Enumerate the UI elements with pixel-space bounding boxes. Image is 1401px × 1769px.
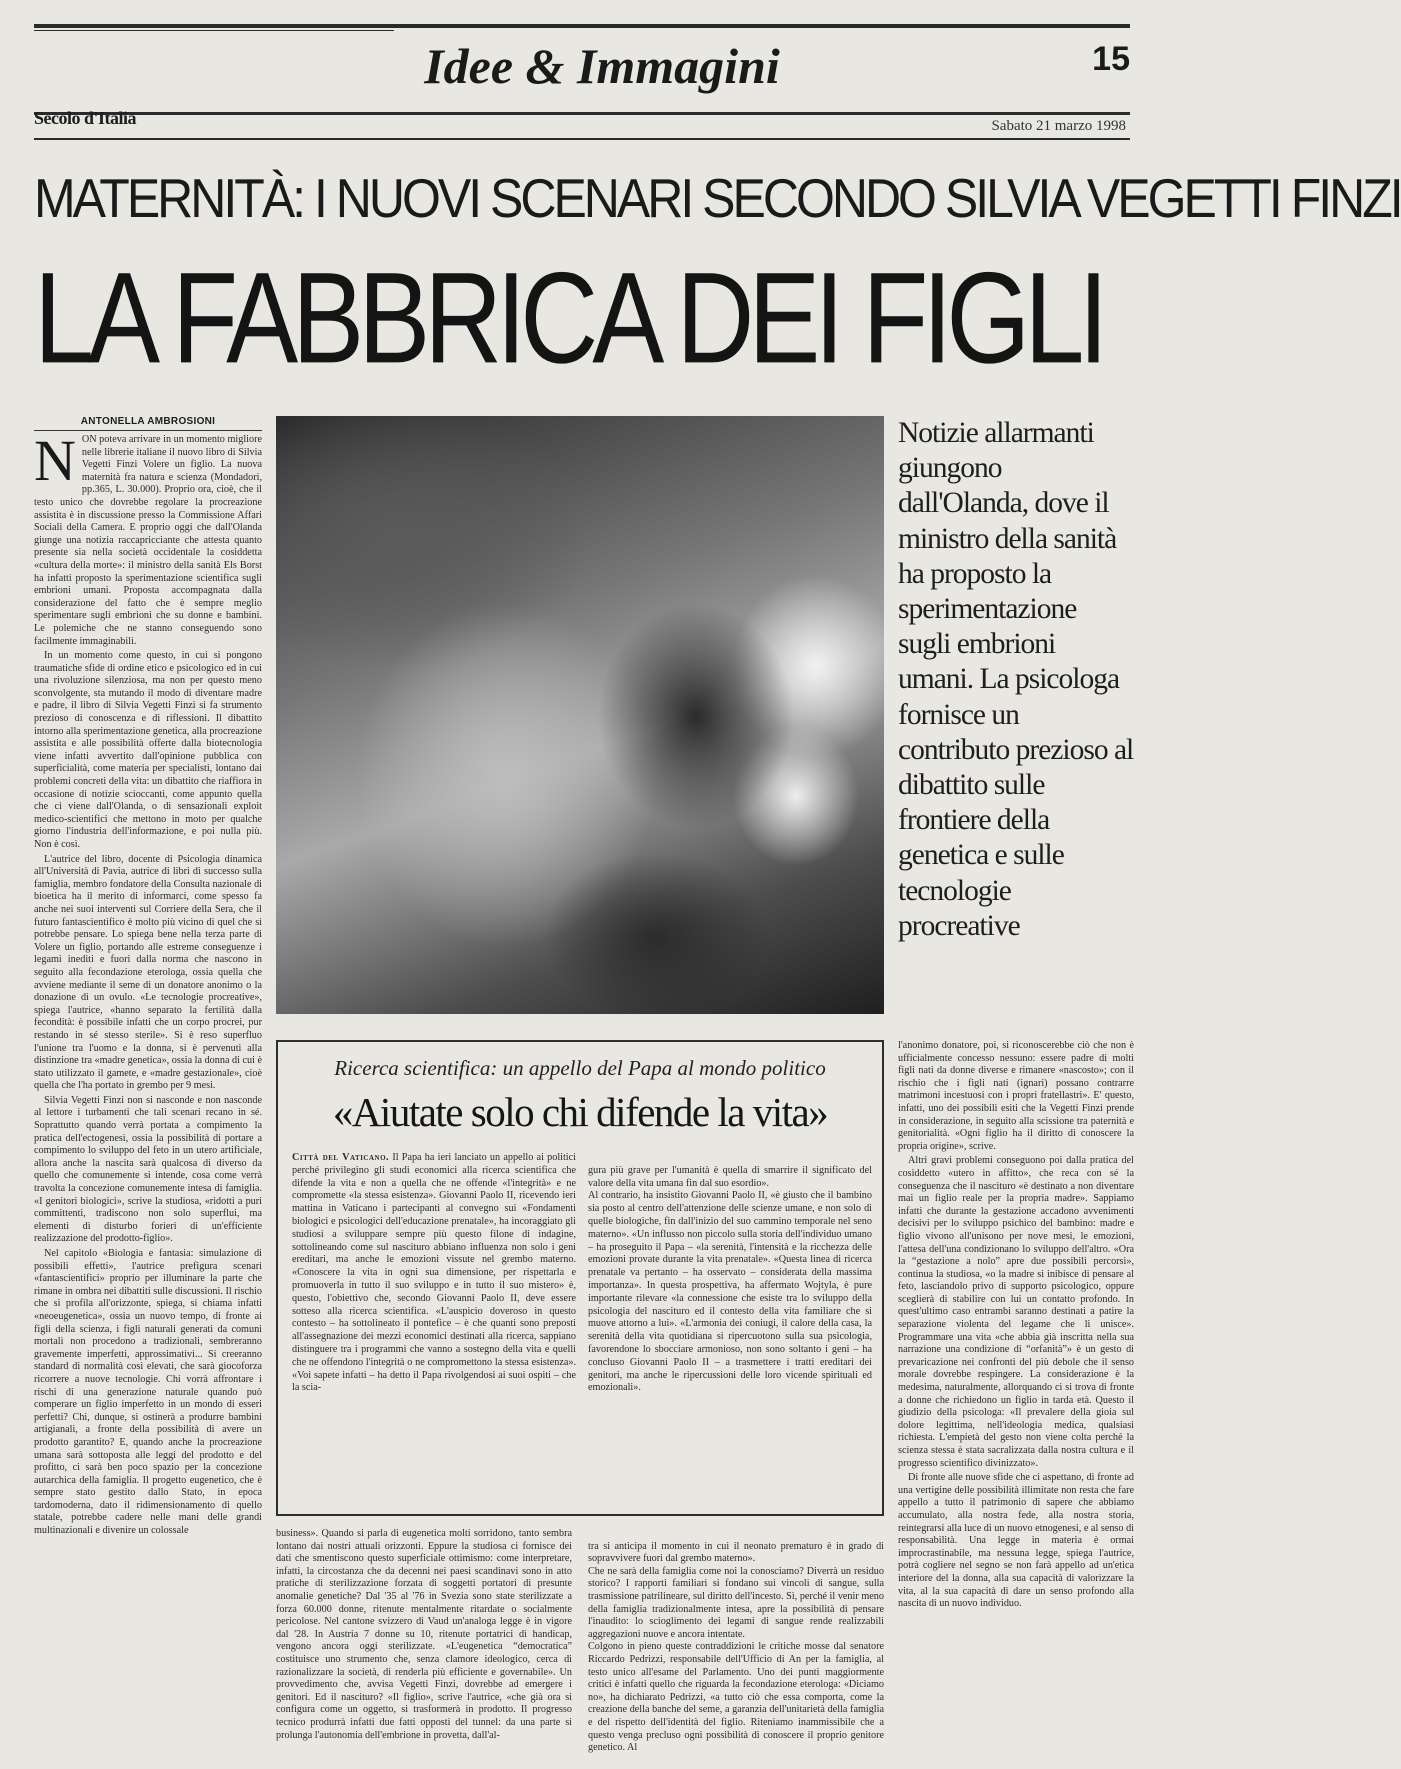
article-column-right [898,1040,1134,1750]
box-kicker: Ricerca scientifica: un appello del Papa al mondo politico [334,1056,826,1080]
box-column-1: Città del Vaticano. Il Papa ha ieri lanciato un appello ai politici perché privilegino gli studi economici alla ricerca scientifica che difende la vita e non a quella che ne offende «l'integrità» e ne compromette «la stessa esistenza». Giovanni Paolo II, ricevendo ieri mattina in Vaticano i partecipanti al convegno sui «Fondamenti biologici e psicologici dell'educazione prenatale», ha incoraggiato gli studiosi a sviluppare sempre più questo filone di indagine, sottolineando come sul nascituro abbiano influenza non solo i geni ereditari, ma anche le emozioni vissute nel grembo materno. «Conoscere la vita in ogni sua dimensione, per rispettarla e promuoverla in tutto il suo sviluppo e in tutto il suo mistero» è, questo, l'obiettivo che, secondo Giovanni Paolo II, deve essere sotteso alla ricerca scientifica. «L'auspicio doveroso in questo contesto – ha sottolineato il pontefice – è che quanti sono preposti all'assegnazione dei mezzi economici destinati alla ricerca, sappiano distinguere tra i programmi che vanno a sostegno della vita e quelli che ne offendono l'integrità o ne compromettono la stessa esistenza». «Voi sapete infatti – ha detto il Papa rivolgendosi ai suoi ospiti – che la scia- [292,1152,576,1394]
article-column-bottom-1: business». Quando si parla di eugenetica molti sorridono, tanto sembra lontano dai nostri attuali orizzonti. Eppure la studiosa ci fornisce dei dati che smentiscono questo superficiale ottimismo: come interpretare, infatti, la circostanza che da decenni nei paesi scandinavi sono in atto pratiche di sterilizzazione forzata di soggetti portatori di presunte anomalie genetiche? Dal '35 al '76 in Svezia sono state sterilizzate a forza 60.000 donne, ritenute mentalmente ritardate o socialmente pericolose. Nel cantone svizzero di Vaud un'analoga legge è in vigore dal '28. In Austria 7 donne su 10, ritenute portatrici di handicap, vengono ancora oggi sterilizzate. «L'eugenetica “democratica” costituisce uno strumento che, senza clamore ideologico, cerca di razionalizzare la società, di renderla più efficiente e governabile». Un provvedimento che, avvisa Vegetti Finzi, dovrebbe ad emergere i genitori. Ed il nascituro? «Il figlio», scrive l'autrice, «che già ora si configura come un oggetto, si trasformerà in prodotto. Il progresso tecnico produrrà infatti due fatti opposti del tunnel: da una parte si prolunga l'autonomia dell'embrione in provetta, dall'al- [276,1528,572,1741]
article-photo-mother-child [276,416,884,1014]
headline-kicker: MATERNITÀ: I NUOVI SCENARI SECONDO SILVIA VEGETTI FINZI [34,167,1401,230]
box-dateline: Città del Vaticano. [292,1152,390,1163]
article-byline: ANTONELLA AMBROSIONI [34,416,262,431]
masthead-rule-upper [34,30,394,31]
newspaper-name: Secolo d'Italia [34,108,137,128]
article-paragraph: L'autrice del libro, docente di Psicologia dinamica all'Università di Pavia, autrice di libri di successo sulla famiglia, membro fondatore della Consulta nazionale di bioetica ha il merito di informarci, come spesso fa anche nei suoi interventi sul Corriere della Sera, che il futuro fantascientifico è molto più vicino di quel che si potrebbe pensare. Lo spiega bene nella terza parte di Volere un figlio, portando alle estreme conseguenze i legami inediti e fuori dalla norma che nascono in seguito alla fecondazione eterologa, ossia quella che avviene mediante il seme di un donatore anonimo o la donazione di un ovulo. «Le tecnologie procreative», spiega l'autrice, «hanno separato la fertilità dalla fecondità: è possibile infatti che un corpo procrei, pur restando in sé stesso sterile». Si è reso superfluo l'unione tra l'uomo e la donna, si è pervenuti alla distinzione tra «madre genetica», ossia la donna di cui è stato utilizzato il gamete, e «madre gestazionale», cioè quella che l'ha portato in grembo per 9 mesi. [34,853,263,1092]
article-paragraph: In un momento come questo, in cui si pongono traumatiche sfide di ordine etico e psicologico ed in cui una rivoluzione silenziosa, ma non per questo meno sconvolgente, sta mutando il modo di diventare madre e padre, il libro di Silvia Vegetti Finzi si fa strumento prezioso di conoscenza e di riflessioni. Il dibattito intorno alla sperimentazione genetica, alla procreazione assistita e alle possibilità offerte dalla biotecnologia viene infatti avvertito dall'opinione pubblica con superficialità, come materia per specialisti, lontano dai problemi concreti della vita: un dibattito che riaffiora in occasione di notizie scioccanti, come appunto quella che ci viene dall'Olanda, o di sensazionali exploit medico-scientifici che mettono in moto per qualche giorno l'industria dell'informazione, e poi nulla più. Non è così. [34,650,262,850]
box-column-2: gura più grave per l'umanità è quella di smarrire il significato del valore della vita umana fin dal suo esordio». Al contrario, ha insistito Giovanni Paolo II, «è giusto che il bambino sia posto al centro dell'attenzione delle scienze umane, e non solo di quelle biologiche, fin dall'inizio del suo cammino temporale nel seno materno». «Un influsso non piccolo sulla storia dell'individuo umano – ha proseguito il Papa – «la serenità, l'intensità e la ricchezza delle emozioni provate durante la vita prenatale». «Questa linea di ricerca prenatale va pertanto – ha osservato – considerata della massima importanza». In questa prospettiva, ha affermato Wojtyla, è pure importante rilevare «la connessione che esiste tra lo sviluppo della psicologia del nascituro ed il contesto della vita familiare che si muove attorno a lui». «L'armonia dei coniugi, il calore della casa, la serenità della vita quotidiana si ripercuotono sulla sua psicologia, favorendone lo sbocciare armonioso, non sono soltanto i geni – ha concluso Giovanni Paolo II – a trasmettere i tratti ereditari dei genitori, ma anche le ripercussioni delle loro vicende spirituali ed emozionali». [588,1164,872,1394]
drop-cap: N [34,428,76,493]
article-column-left [34,428,263,1750]
headline-title: LA FABBRICA DEI FIGLI [34,244,1103,390]
article-paragraph: Di fronte alle nuove sfide che ci aspettano, di fronte ad una vertigine delle possibilità illimitate non resta che fare appello a tutto il patrimonio di sapere che abbiamo accumulato, alla nostra fede, alla nostra storia, reintegrarsi alla luce di un nuovo etnogenesi, e al senso di responsabilità. Una legge in materia è ormai improcrastinabile, ma nessuna legge, spiega l'autrice, potrà cogliere nel segno se non farà appello ad un'etica interiore del la donna, alla sua capacità di valorizzare la vita, al la sua capacità di dare un senso profondo alla nascita di un nuovo individuo. [898,1472,1134,1610]
pull-quote: Notizie allarmanti giungono dall'Olanda, dove il ministro della sanità ha proposto la sperimentazione sugli embrioni umani. La psicologa fornisce un contributo prezioso al dibattito sulle frontiere della genetica e sulle tecnologie procreative [898,417,1134,942]
boxed-article-pope [276,1040,884,1516]
article-paragraph: Nel capitolo «Biologia e fantasia: simulazione di possibili effetti», l'autrice prefigura scenari «fantascientifici» proprio per illuminare la parte che rimane in ombra nei dibattiti sulle discussioni. Il rischio che si profila all'orizzonte, spiega, si chiama infatti «neoeugenetica», ossia un nuovo tempo, di fronte ai figli della scienza, i figli naturali generati da comuni mortali non procedono a tradizionali, sembreranno gravemente imperfetti, approssimativi... Si creeranno standard di normalità così elevati, che sarà giocoforza ricorrere a nuove tecnologie. Chi vorrà affrontare i rischi di una generazione naturale quando può comperare un figlio imperfetto in un mondo di esseri perfetti? Chi, dunque, si ostinerà a produrre bambini artigianali, a fronte della possibilità di avere un prodotto garantito? E, quando anche la procreazione umana sarà sottoposta alle leggi del prodotto e del profitto, ci sarà ben poco spazio per la concezione autarchica della famiglia. Il progetto eugenetico, che è sempre stato gestito dallo Stato, in epoca tardomoderna, dato il ridimensionamento di quello statale, potrebbe cadere nelle mani delle grandi multinazionali e divenire un colossale [34,1248,262,1537]
masthead-rule-lower [34,112,1130,115]
box-title: «Aiutate solo chi difende la vita» [332,1089,828,1135]
issue-date: Sabato 21 marzo 1998 [991,118,1126,134]
article-paragraph: Silvia Vegetti Finzi non si nasconde e non nasconde al lettore i turbamenti che tali scenari recano in sé. Soprattutto quando verrà portata a compimento la pratica dell'ectogenesi, ossia la possibilità di portare a compimento lo sviluppo del feto in un utero artificiale, allora anche la nascita sarà qualcosa di diverso da quello che comunemente si intende, cosa come verrà travolta la concezione comunemente intesa di famiglia. «I genitori biologici», scrive la studiosa, «ridotti a puri committenti, tradiscono non solo superflui, ma elementi di disturbo forieri di un'efficiente realizzazione del prodotto-figlio». [34,1094,262,1245]
section-title: Idee & Immagini [424,38,780,94]
article-column-bottom-2: tra si anticipa il momento in cui il neonato prematuro è in grado di sopravvivere fuori dal grembo materno». Che ne sarà della famiglia come noi la conosciamo? Diverrà un residuo storico? I rapporti familiari si fondano sui vincoli di sangue, sulla trasmissione patrilineare, sul diritto dell'incesto. Sì, perché il venir meno della famiglia tradizionalmente intesa, apre la possibilità di pensare l'inaudito: lo scioglimento dei legami di sangue rende realizzabili aggregazioni nuove e ancora intentate. Colgono in pieno queste contraddizioni le critiche mosse dal senatore Riccardo Pedrizzi, responsabile dell'Ufficio di An per la famiglia, al testo unico all'esame del Parlamento. Uno dei punti maggiormente critici è infatti quello che riguarda la fecondazione eterologa: «Diciamo no», ha dichiarato Pedrizzi, «a tutto ciò che essa comporta, come la creazione della banche del seme, a garanzia dell'unitarietà della famiglia e del rispetto dell'identità del figlio. Riteniamo inammissibile che a questo venga precluso ogni possibilità di conoscere il proprio genitore genetico. Al [588,1540,884,1754]
article-paragraph: NON poteva arrivare in un momento migliore nelle librerie italiane il nuovo libro di Silvia Vegetti Finzi Volere un figlio. La nuova maternità fra natura e scienza (Mondadori, pp.365, L. 30.000). Proprio ora, cioè, che il testo unico che dovrebbe regolare la procreazione assistita è in discussione presso la Commissione Affari Sociali della Camera. E proprio oggi che dall'Olanda giunge una notizia raccapricciante che attesta quanto presente sia nella società occidentale la cosiddetta «cultura della morte»: il ministro della sanità Els Borst ha infatti proposto la sperimentazione scientifica sugli embrioni umani. Proposta accompagnata dalla considerazione del fatto che è sempre meglio sperimentare sugli embrioni che su donne e bambini. Le polemiche che ne stanno conseguendo sono facilmente immaginabili. [34,428,262,647]
article-paragraph: Altri gravi problemi conseguono poi dalla pratica del cosiddetto «utero in affitto», che reca con sé la conseguenza che il nascituro «è destinato a non diventare mai un figlio reale per la propria madre». Sappiamo infatti che durante la gestazione accadono avvenimenti decisivi per lo sviluppo psichico del bambino: madre e figlio vivono all'unisono per nove mesi, le emozioni, l'attesa dell'una condizionano lo sviluppo dell'altro. «Ora la “gestazione a nolo” apre due possibili percorsi», continua la studiosa, «o la madre si inibisce di pensare al feto, lasciandolo privo di supporto psicologico, oppure sceglierà di stabilire con lui un contatto profondo. In quest'ultimo caso entrambi saranno destinati a patire la separazione violenta del legame che li unisce». Programmare una vita «che abbia già inscritta nella sua narrazione una condizione di “orfanità”» è un gesto di prevaricazione nei confronti del più debole che il senso morale dovrebbe respingere. La considerazione è la medesima, naturalmente, allorquando ci si trova di fronte a donne che richiedono un figlio in tarda età. Questo il giudizio della psicologa: «Il prevalere della gioia sul dolore legittima, nell'ideologia medica, qualsiasi richiesta. L'empietà del gesto non viene colta perché la scienza stessa è stata sacralizzata dalla nostra cultura e il progresso scientifico divinizzato». [898,1155,1134,1469]
article-paragraph: l'anonimo donatore, poi, si riconoscerebbe ciò che non è ufficialmente concesso nessuno: essere padre di molti figli nati da donne diverse e rimanere «nascosto»; con il rischio che i figli nati (ignari) possano contrarre matrimoni incestuosi con i propri fratellastri». E' questo, infatti, uno dei possibili esiti che la Vegetti Finzi prende in considerazione, in seguito alla scissione tra paternità e genitorialità. «Ogni figlio ha il diritto di conoscere la propria origine», scrive. [898,1040,1134,1152]
masthead-rule-bottom [34,138,1130,140]
page-number: 15 [1092,40,1130,78]
